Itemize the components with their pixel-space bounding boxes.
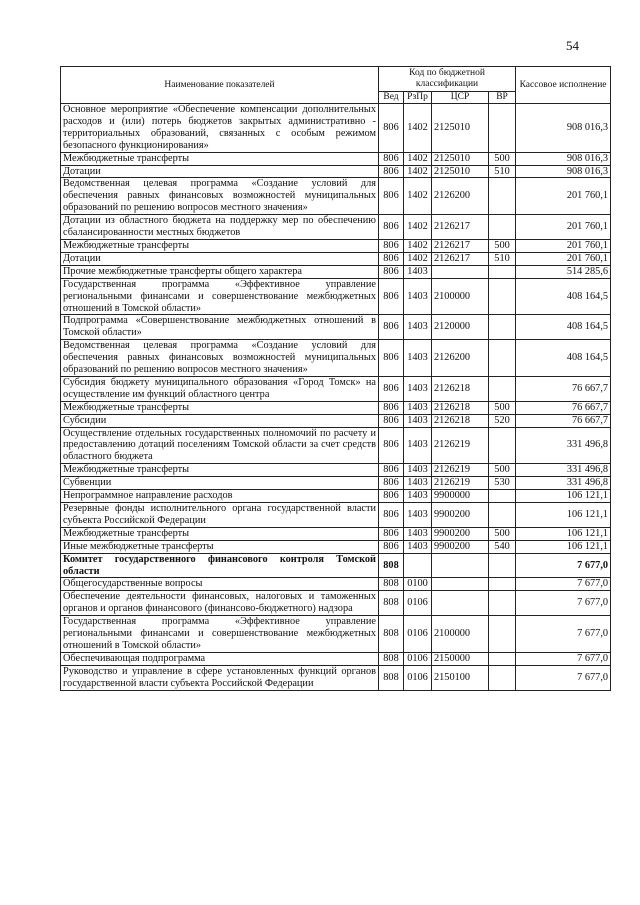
row-ved: 806 (379, 376, 404, 401)
row-csr: 2125010 (432, 152, 489, 165)
row-vr (489, 278, 516, 315)
budget-table (60, 66, 611, 691)
row-name: Комитет государственного финансового контроля Томской области (61, 553, 379, 578)
table-row (61, 427, 611, 464)
row-vr: 510 (489, 252, 516, 265)
row-ved: 808 (379, 591, 404, 616)
row-rzpr: 1403 (404, 340, 432, 377)
row-rzpr: 1402 (404, 152, 432, 165)
row-ved: 806 (379, 340, 404, 377)
table-row (61, 401, 611, 414)
row-name: Осуществление отдельных государственных полномочий по расчету и предоставлению дотаций поселениям Томской области за счет средств областного бюджета (61, 427, 379, 464)
table-row (61, 490, 611, 503)
row-vr (489, 104, 516, 153)
row-name: Дотации (61, 165, 379, 178)
row-csr (432, 578, 489, 591)
row-ved: 806 (379, 464, 404, 477)
row-rzpr (404, 553, 432, 578)
table-row (61, 665, 611, 690)
row-ved: 806 (379, 490, 404, 503)
row-vr: 510 (489, 165, 516, 178)
row-rzpr: 1403 (404, 477, 432, 490)
row-amount: 7 677,0 (516, 616, 611, 653)
page-number: 54 (566, 38, 579, 53)
row-ved: 806 (379, 414, 404, 427)
row-vr: 500 (489, 239, 516, 252)
row-rzpr: 0106 (404, 616, 432, 653)
row-name: Межбюджетные трансферты (61, 527, 379, 540)
table-row (61, 376, 611, 401)
row-ved: 806 (379, 427, 404, 464)
header-name: Наименование показателей (61, 67, 379, 104)
row-amount: 908 016,3 (516, 165, 611, 178)
row-csr: 9900000 (432, 490, 489, 503)
row-vr (489, 553, 516, 578)
row-vr (489, 616, 516, 653)
row-rzpr: 1403 (404, 401, 432, 414)
row-csr: 2150100 (432, 665, 489, 690)
header-code-group: Код по бюджетной классификации (379, 67, 516, 92)
row-csr: 2126219 (432, 427, 489, 464)
row-ved: 806 (379, 278, 404, 315)
row-ved: 806 (379, 152, 404, 165)
table-row (61, 578, 611, 591)
row-name: Обеспечивающая подпрограмма (61, 652, 379, 665)
row-name: Резервные фонды исполнительного органа государственной власти субъекта Российской Федерации (61, 503, 379, 528)
row-rzpr: 1403 (404, 527, 432, 540)
row-ved: 806 (379, 178, 404, 215)
row-csr: 2126217 (432, 252, 489, 265)
header-amount: Кассовое исполнение (516, 67, 611, 104)
row-csr: 2126219 (432, 477, 489, 490)
table-row (61, 278, 611, 315)
row-rzpr: 0106 (404, 665, 432, 690)
row-rzpr: 1402 (404, 215, 432, 240)
table-row (61, 252, 611, 265)
row-amount: 106 121,1 (516, 490, 611, 503)
row-ved: 806 (379, 477, 404, 490)
row-csr: 2126217 (432, 239, 489, 252)
row-rzpr: 1403 (404, 503, 432, 528)
row-csr: 2126219 (432, 464, 489, 477)
row-ved: 808 (379, 652, 404, 665)
table-row (61, 178, 611, 215)
row-vr (489, 178, 516, 215)
row-vr (489, 215, 516, 240)
table-row (61, 239, 611, 252)
row-rzpr: 1402 (404, 178, 432, 215)
row-name: Прочие межбюджетные трансферты общего характера (61, 265, 379, 278)
row-amount: 7 677,0 (516, 578, 611, 591)
row-amount: 331 496,8 (516, 477, 611, 490)
row-amount: 106 121,1 (516, 503, 611, 528)
row-vr (489, 578, 516, 591)
row-csr (432, 553, 489, 578)
row-name: Иные межбюджетные трансферты (61, 540, 379, 553)
row-ved: 808 (379, 616, 404, 653)
row-rzpr: 1403 (404, 490, 432, 503)
row-name: Руководство и управление в сфере установленных функций органов государственной власти субъекта Российской Федерации (61, 665, 379, 690)
table-row (61, 540, 611, 553)
row-name: Общегосударственные вопросы (61, 578, 379, 591)
row-name: Подпрограмма «Совершенствование межбюджетных отношений в Томской области» (61, 315, 379, 340)
row-csr: 9900200 (432, 540, 489, 553)
row-rzpr: 1403 (404, 464, 432, 477)
row-name: Государственная программа «Эффективное управление региональными финансами и совершенствование межбюджетных отношений в Томской области» (61, 278, 379, 315)
row-csr: 2126218 (432, 414, 489, 427)
row-rzpr: 1403 (404, 278, 432, 315)
row-vr: 500 (489, 152, 516, 165)
table-row (61, 652, 611, 665)
row-amount: 76 667,7 (516, 414, 611, 427)
row-amount: 76 667,7 (516, 401, 611, 414)
row-rzpr: 1402 (404, 252, 432, 265)
row-name: Обеспечение деятельности финансовых, налоговых и таможенных органов и органов финансового (финансово-бюджетного) надзора (61, 591, 379, 616)
row-vr: 520 (489, 414, 516, 427)
row-vr (489, 265, 516, 278)
row-ved: 806 (379, 215, 404, 240)
row-name: Ведомственная целевая программа «Создание условий для обеспечения равных финансовых возможностей муниципальных образований по решению вопросов местного значения» (61, 178, 379, 215)
table-row (61, 527, 611, 540)
row-rzpr: 1403 (404, 265, 432, 278)
row-vr (489, 315, 516, 340)
row-amount: 106 121,1 (516, 527, 611, 540)
table-row (61, 414, 611, 427)
row-name: Межбюджетные трансферты (61, 401, 379, 414)
row-amount: 7 677,0 (516, 591, 611, 616)
row-csr: 2120000 (432, 315, 489, 340)
row-csr: 2150000 (432, 652, 489, 665)
row-vr (489, 591, 516, 616)
row-rzpr: 1402 (404, 239, 432, 252)
row-rzpr: 0106 (404, 652, 432, 665)
table-row (61, 591, 611, 616)
row-amount: 408 164,5 (516, 340, 611, 377)
row-amount: 201 760,1 (516, 252, 611, 265)
row-ved: 808 (379, 578, 404, 591)
row-rzpr: 1403 (404, 414, 432, 427)
row-amount: 908 016,3 (516, 104, 611, 153)
row-ved: 806 (379, 252, 404, 265)
row-name: Основное мероприятие «Обеспечение компенсации дополнительных расходов и (или) потерь бюджетов закрытых административно - территориальных образований, связанных с особым режимом безопасного функционирования» (61, 104, 379, 153)
table-row (61, 616, 611, 653)
row-name: Субсидия бюджету муниципального образования «Город Томск» на осуществление им функций областного центра (61, 376, 379, 401)
row-name: Межбюджетные трансферты (61, 464, 379, 477)
row-vr (489, 376, 516, 401)
table-row (61, 104, 611, 153)
row-amount: 514 285,6 (516, 265, 611, 278)
row-name: Субсидии (61, 414, 379, 427)
row-csr (432, 591, 489, 616)
row-ved: 806 (379, 540, 404, 553)
row-vr (489, 503, 516, 528)
header-csr: ЦСР (432, 92, 489, 104)
row-ved: 806 (379, 104, 404, 153)
table-row (61, 215, 611, 240)
row-amount: 408 164,5 (516, 278, 611, 315)
row-rzpr: 1402 (404, 104, 432, 153)
row-ved: 806 (379, 527, 404, 540)
row-csr: 2126200 (432, 178, 489, 215)
row-amount: 201 760,1 (516, 239, 611, 252)
row-ved: 806 (379, 503, 404, 528)
table-row (61, 315, 611, 340)
table-row (61, 340, 611, 377)
row-amount: 331 496,8 (516, 427, 611, 464)
header-ved: Вед (379, 92, 404, 104)
row-csr: 2126217 (432, 215, 489, 240)
row-vr: 540 (489, 540, 516, 553)
row-ved: 806 (379, 239, 404, 252)
row-ved: 806 (379, 265, 404, 278)
row-amount: 7 677,0 (516, 652, 611, 665)
header-vr: ВР (489, 92, 516, 104)
row-amount: 201 760,1 (516, 178, 611, 215)
row-amount: 331 496,8 (516, 464, 611, 477)
row-name: Ведомственная целевая программа «Создание условий для обеспечения равных финансовых возможностей муниципальных образований по решению вопросов местного значения» (61, 340, 379, 377)
row-csr: 2100000 (432, 278, 489, 315)
row-vr (489, 340, 516, 377)
table-row (61, 503, 611, 528)
row-rzpr: 1403 (404, 540, 432, 553)
row-name: Государственная программа «Эффективное управление региональными финансами и совершенствование межбюджетных отношений в Томской области» (61, 616, 379, 653)
table-row (61, 165, 611, 178)
row-vr (489, 427, 516, 464)
row-csr: 2126218 (432, 376, 489, 401)
row-vr (489, 490, 516, 503)
row-csr: 2126200 (432, 340, 489, 377)
table-row (61, 464, 611, 477)
row-vr: 530 (489, 477, 516, 490)
row-amount: 106 121,1 (516, 540, 611, 553)
row-csr (432, 265, 489, 278)
row-rzpr: 0100 (404, 578, 432, 591)
row-name: Непрограммное направление расходов (61, 490, 379, 503)
row-vr (489, 665, 516, 690)
row-name: Дотации (61, 252, 379, 265)
row-ved: 806 (379, 315, 404, 340)
row-csr: 2125010 (432, 165, 489, 178)
row-ved: 808 (379, 553, 404, 578)
row-csr: 2126218 (432, 401, 489, 414)
table-body (61, 104, 611, 691)
row-amount: 7 677,0 (516, 665, 611, 690)
header-rzpr: РзПр (404, 92, 432, 104)
row-rzpr: 1403 (404, 376, 432, 401)
row-vr (489, 652, 516, 665)
row-rzpr: 0106 (404, 591, 432, 616)
row-amount: 408 164,5 (516, 315, 611, 340)
table-row (61, 152, 611, 165)
row-name: Субвенции (61, 477, 379, 490)
row-csr: 9900200 (432, 503, 489, 528)
row-csr: 2100000 (432, 616, 489, 653)
row-ved: 808 (379, 665, 404, 690)
table-row (61, 265, 611, 278)
row-name: Межбюджетные трансферты (61, 152, 379, 165)
row-vr: 500 (489, 527, 516, 540)
row-name: Межбюджетные трансферты (61, 239, 379, 252)
table-row (61, 553, 611, 578)
row-name: Дотации из областного бюджета на поддержку мер по обеспечению сбалансированности местных бюджетов (61, 215, 379, 240)
row-amount: 7 677,0 (516, 553, 611, 578)
row-amount: 908 016,3 (516, 152, 611, 165)
row-ved: 806 (379, 401, 404, 414)
row-amount: 76 667,7 (516, 376, 611, 401)
row-ved: 806 (379, 165, 404, 178)
row-csr: 2125010 (432, 104, 489, 153)
row-amount: 201 760,1 (516, 215, 611, 240)
row-rzpr: 1403 (404, 427, 432, 464)
row-vr: 500 (489, 401, 516, 414)
row-rzpr: 1403 (404, 315, 432, 340)
row-vr: 500 (489, 464, 516, 477)
row-rzpr: 1402 (404, 165, 432, 178)
table-row (61, 477, 611, 490)
row-csr: 9900200 (432, 527, 489, 540)
